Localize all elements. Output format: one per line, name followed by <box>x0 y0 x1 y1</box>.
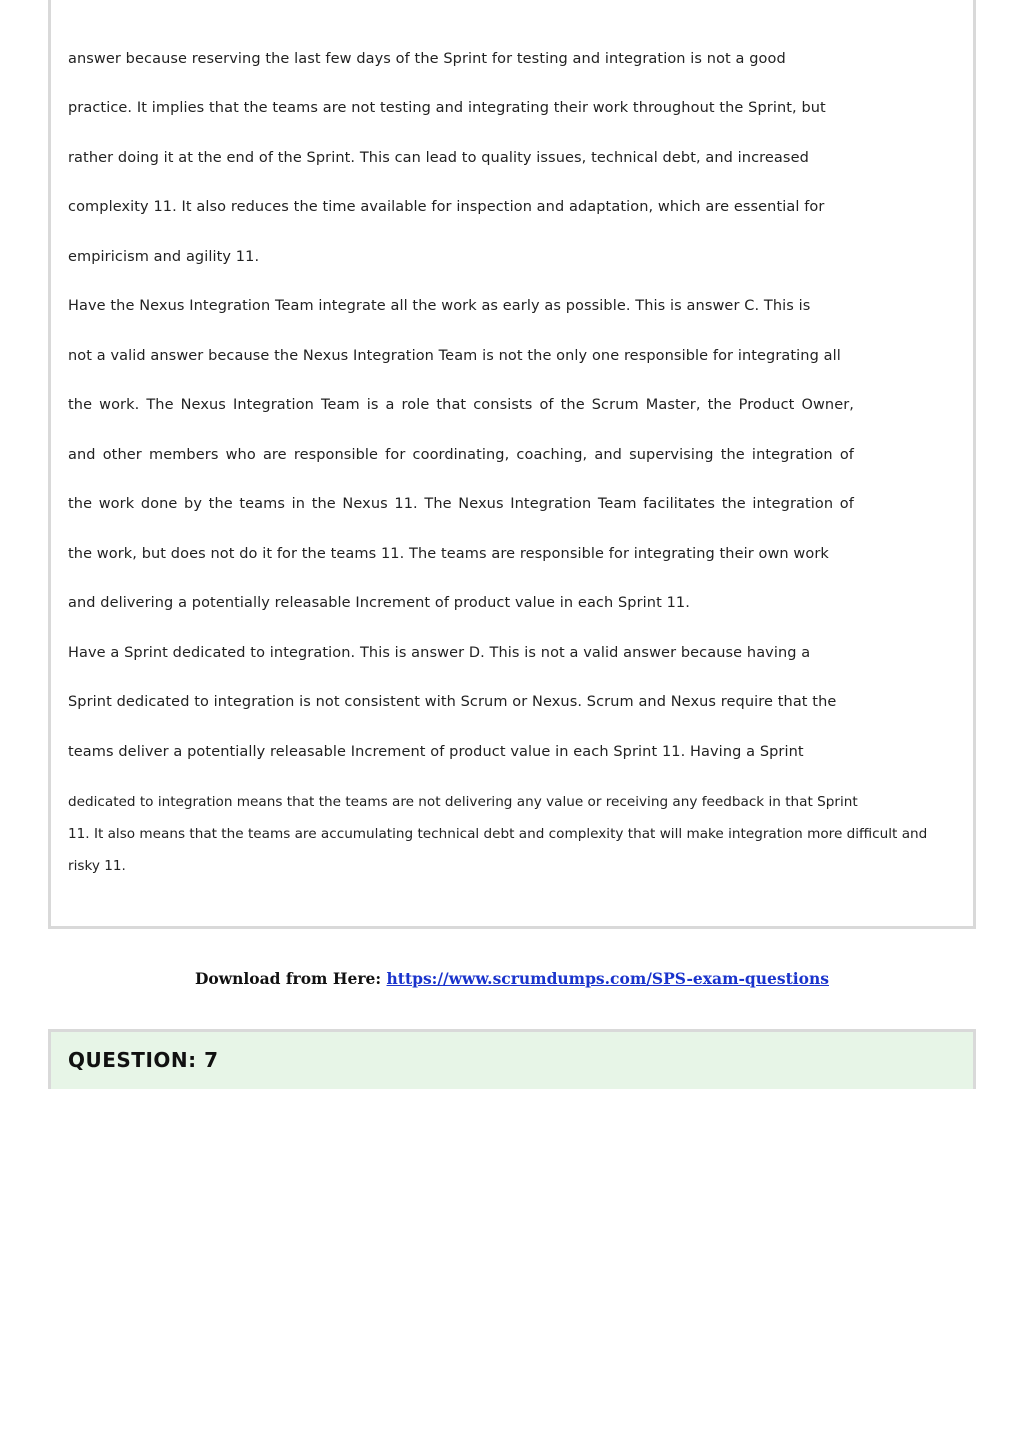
answer-line: not a valid answer because the Nexus Integration Team is not the only one responsible for integrating all <box>68 348 841 364</box>
answer-line: Have the Nexus Integration Team integrate all the work as early as possible. This is answer C. This is <box>68 298 811 314</box>
answer-line: the work. The Nexus Integration Team is a role that consists of the Scrum Master, the Product Owner, <box>68 397 854 413</box>
answer-line: Sprint dedicated to integration is not consistent with Scrum or Nexus. Scrum and Nexus require that the <box>68 694 837 710</box>
answer-line: Have a Sprint dedicated to integration. This is answer D. This is not a valid answer because having a <box>68 645 811 661</box>
answer-line: empiricism and agility 11. <box>68 249 260 265</box>
answer-line: dedicated to integration means that the teams are not delivering any value or receiving any feedback in that Sprint <box>68 794 858 810</box>
answer-line: teams deliver a potentially releasable Increment of product value in each Sprint 11. Having a Sprint <box>68 744 804 760</box>
answer-line: and delivering a potentially releasable Increment of product value in each Sprint 11. <box>68 595 690 611</box>
answer-explanation-box <box>48 0 976 929</box>
answer-line: practice. It implies that the teams are not testing and integrating their work throughout the Sprint, but <box>68 100 826 116</box>
answer-line: answer because reserving the last few days of the Sprint for testing and integration is not a good <box>68 51 786 67</box>
answer-line: complexity 11. It also reduces the time available for inspection and adaptation, which are essential for <box>68 199 825 215</box>
question-title: QUESTION: 7 <box>68 1048 219 1072</box>
answer-line: and other members who are responsible for coordinating, coaching, and supervising the integration of <box>68 447 854 463</box>
download-link[interactable]: https://www.scrumdumps.com/SPS-exam-questions <box>386 969 829 988</box>
answer-line: rather doing it at the end of the Sprint. This can lead to quality issues, technical debt, and increased <box>68 150 809 166</box>
answer-line: the work, but does not do it for the teams 11. The teams are responsible for integrating their own work <box>68 546 829 562</box>
download-notice <box>0 969 1024 988</box>
answer-line: 11. It also means that the teams are accumulating technical debt and complexity that will make integration more difficult and <box>68 826 928 842</box>
answer-line: the work done by the teams in the Nexus 11. The Nexus Integration Team facilitates the integration of <box>68 496 854 512</box>
question-header <box>48 1029 976 1089</box>
download-label: Download from Here: <box>194 969 387 988</box>
answer-line: risky 11. <box>68 858 126 874</box>
